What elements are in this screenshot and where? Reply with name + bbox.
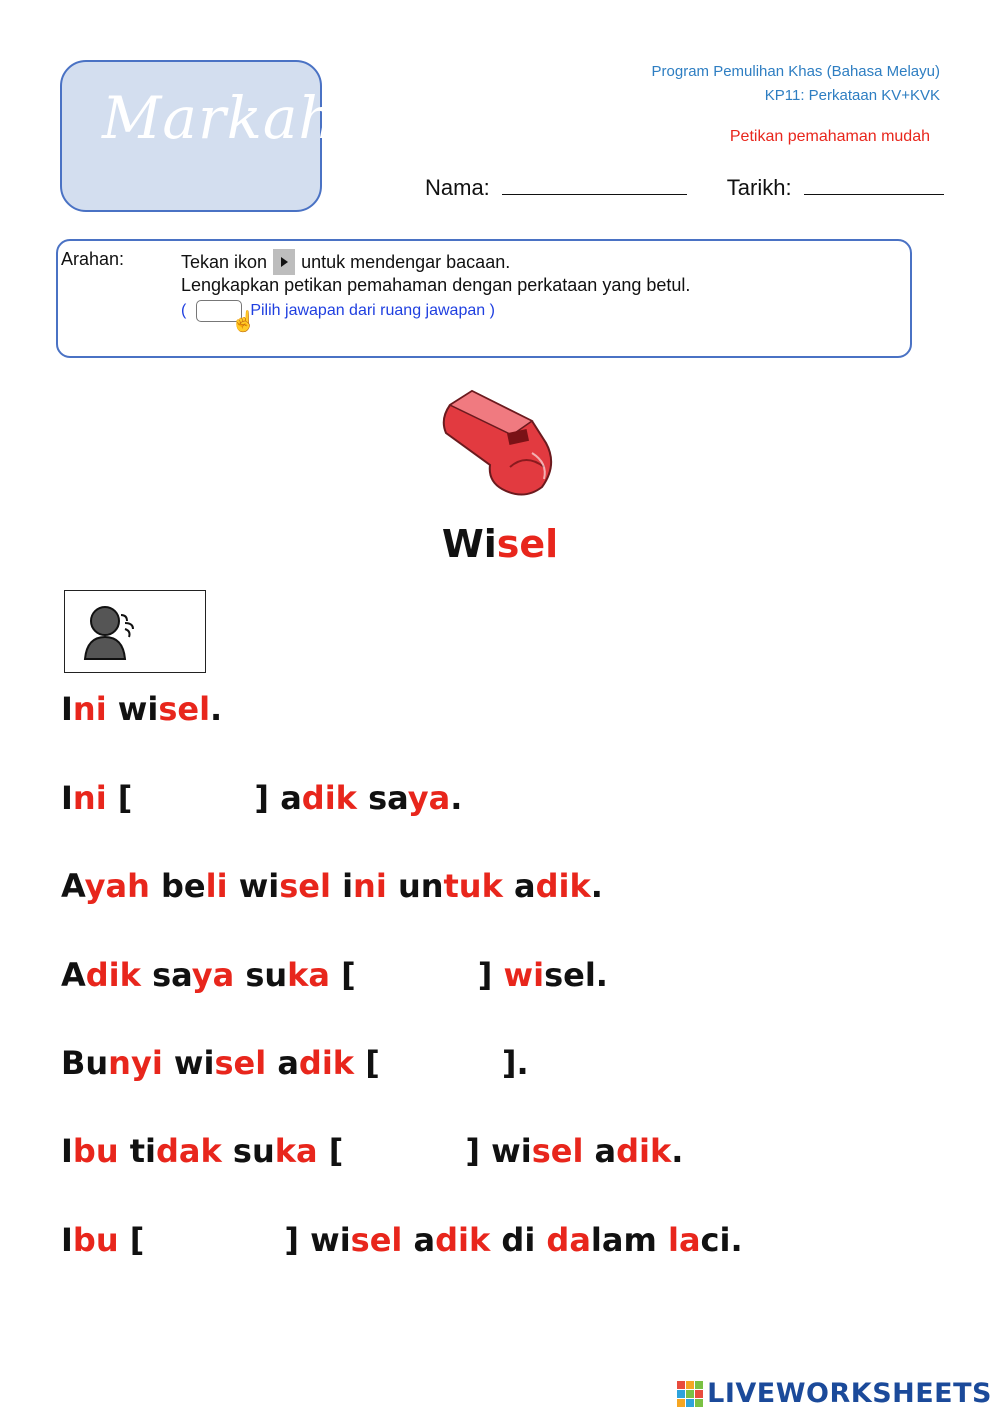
unit-title: KP11: Perkataan KV+KVK xyxy=(764,87,940,104)
name-field[interactable] xyxy=(502,176,687,195)
sentence-segment: sel xyxy=(279,867,331,905)
logo-text: LIVEWORKSHEETS xyxy=(707,1378,992,1409)
sentence-segment: . xyxy=(450,779,463,817)
sentence-segment: di xyxy=(490,1221,547,1259)
sentence-segment: ni xyxy=(72,690,107,728)
sentence-segment: su xyxy=(221,1132,275,1170)
program-title: Program Pemulihan Khas (Bahasa Melayu) xyxy=(651,63,940,80)
sentence-segment: I xyxy=(61,690,73,728)
sentence-segment: bu xyxy=(72,1221,119,1259)
sentence-segment: sel xyxy=(350,1221,403,1259)
sentence-segment: A xyxy=(61,867,85,905)
sentence-segment: wi xyxy=(227,867,280,905)
sentence-5 xyxy=(61,1044,529,1082)
sentence-segment: li xyxy=(205,867,228,905)
sentence-segment: sel xyxy=(158,690,211,728)
sentence-segment: un xyxy=(386,867,444,905)
sentence-segment: ni xyxy=(353,867,387,905)
instructions-line-2: Lengkapkan petikan pemahaman dengan perkataan yang betul. xyxy=(181,275,691,295)
title-part-1: Wi xyxy=(441,522,497,566)
sentence-segment: ni xyxy=(72,779,107,817)
sentence-7 xyxy=(61,1221,743,1259)
play-icon xyxy=(273,249,295,275)
passage-type: Petikan pemahaman mudah xyxy=(729,128,930,145)
sentence-segment: yah xyxy=(84,867,150,905)
sentence-segment: ]. xyxy=(501,1044,529,1082)
sentence-segment: ya xyxy=(407,779,451,817)
sentence-segment: dik xyxy=(535,867,591,905)
sentence-segment: la xyxy=(667,1221,701,1259)
score-label: Markah xyxy=(102,84,337,152)
sentence-segment: [ xyxy=(354,1044,380,1082)
sentence-segment: ya xyxy=(191,956,235,994)
sentence-segment: dik xyxy=(616,1132,672,1170)
sentence-segment: sel xyxy=(531,1132,584,1170)
speaking-head-icon xyxy=(81,601,141,661)
sentence-2 xyxy=(61,779,462,817)
sentence-segment: [ xyxy=(118,1221,145,1259)
instructions-line-3-open: ( xyxy=(181,302,187,319)
date-label: Tarikh: xyxy=(726,175,792,200)
sentence-segment: I xyxy=(61,1132,73,1170)
sentence-segment: I xyxy=(61,1221,73,1259)
sentence-4 xyxy=(61,956,608,994)
sentence-3 xyxy=(61,867,603,905)
sentence-segment: tuk xyxy=(443,867,503,905)
sentence-segment: . xyxy=(671,1132,684,1170)
sentence-segment: [ xyxy=(106,779,133,817)
sentence-segment: sel. xyxy=(544,956,608,994)
whistle-image xyxy=(436,383,566,501)
sentence-segment: sel xyxy=(214,1044,267,1082)
sentence-segment: a xyxy=(266,1044,299,1082)
sentence-segment: nyi xyxy=(108,1044,163,1082)
passage-title xyxy=(0,522,1000,566)
instructions-label: Arahan: xyxy=(61,249,125,269)
sentence-segment: sa xyxy=(356,779,408,817)
score-box xyxy=(60,60,337,212)
instructions-line-1-after: untuk mendengar bacaan. xyxy=(301,251,511,272)
name-label: Nama: xyxy=(425,175,490,200)
sentence-segment: a xyxy=(402,1221,436,1259)
instructions-line-3-text: Pilih jawapan dari ruang jawapan ) xyxy=(250,302,495,319)
sentence-segment: wi xyxy=(106,690,159,728)
sentence-segment: da xyxy=(546,1221,591,1259)
sentence-segment: sa xyxy=(140,956,192,994)
sentence-segment: wi xyxy=(503,956,545,994)
sentence-segment: dik xyxy=(298,1044,355,1082)
sentence-segment: bu xyxy=(72,1132,119,1170)
instructions-line-1 xyxy=(181,249,510,275)
sentence-segment: . xyxy=(590,867,603,905)
sentence-segment: dik xyxy=(85,956,141,994)
logo-grid-icon xyxy=(677,1381,703,1407)
instructions-line-1-before: Tekan ikon xyxy=(181,251,268,272)
sentence-segment: ka xyxy=(287,956,331,994)
sentence-segment: ] a xyxy=(254,779,302,817)
sentence-segment: Bu xyxy=(61,1044,109,1082)
sentence-1 xyxy=(61,690,222,728)
sentence-segment: wi xyxy=(162,1044,215,1082)
sentence-segment: dak xyxy=(156,1132,222,1170)
sentence-segment: be xyxy=(149,867,206,905)
sentence-segment: a xyxy=(502,867,536,905)
sentence-segment: dik xyxy=(435,1221,491,1259)
sentence-segment: ci. xyxy=(700,1221,743,1259)
sentence-segment: a xyxy=(583,1132,617,1170)
sentence-segment: i xyxy=(330,867,354,905)
audio-play-button[interactable] xyxy=(64,590,206,673)
sentence-segment: ] xyxy=(477,956,504,994)
liveworksheets-logo xyxy=(677,1378,992,1409)
sentence-segment: dik xyxy=(301,779,357,817)
sentence-segment: ] wi xyxy=(284,1221,351,1259)
name-date-row xyxy=(425,175,944,201)
sentence-segment: [ xyxy=(317,1132,344,1170)
sentence-segment: . xyxy=(210,690,223,728)
date-field[interactable] xyxy=(804,176,944,195)
sentence-segment: A xyxy=(61,956,86,994)
sentence-segment: ti xyxy=(118,1132,156,1170)
sample-input-box xyxy=(196,300,257,333)
sentence-segment: [ xyxy=(330,956,356,994)
sentence-segment: su xyxy=(234,956,288,994)
title-part-2: sel xyxy=(496,522,559,566)
sentence-segment: ] wi xyxy=(465,1132,532,1170)
sentence-6 xyxy=(61,1132,683,1170)
instructions-line-3 xyxy=(181,300,495,333)
sentence-segment: ka xyxy=(274,1132,318,1170)
sentence-segment: I xyxy=(61,779,73,817)
hand-pointer-icon: ☝ xyxy=(231,311,257,333)
sentence-segment: lam xyxy=(590,1221,668,1259)
